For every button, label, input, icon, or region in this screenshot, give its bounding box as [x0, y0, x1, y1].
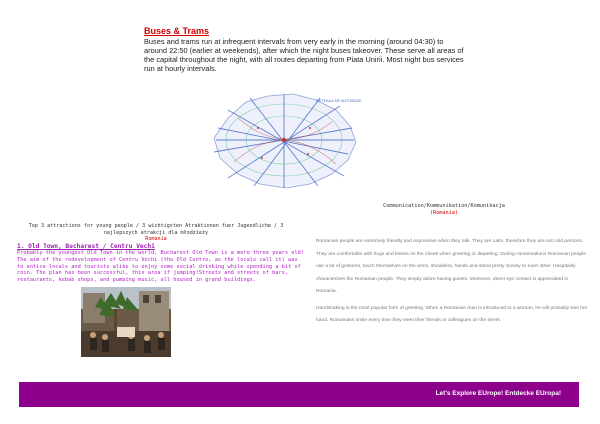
old-town-text: Probably the youngest Old Town in the world, Bucharest Old Town is a mere three years old! The aim of the redevelopment of Centru Vechi (the Old Centre, as the locals call it) was to entice locals and tourists alike to enjoy some social drinking while spending a bit of coin. The plan has been successful, this area if jumping!Streets and streets of bars, restaurants, kebab shops, and pumping music, all housed in grand buildings.: [17, 250, 305, 284]
communication-body: [316, 236, 588, 332]
attractions-country: Romania: [145, 236, 167, 242]
footer-bar: [19, 382, 579, 407]
communication-paragraph-2: Handshaking is the most popular form of greeting. When a Romanian man is introduced to a woman, he will probably kiss her hand. Romanians smile every time they meet their friends or colleagues on the street.: [316, 305, 588, 323]
communication-title: Communication/Kommunikation/Komunikacja: [383, 203, 505, 209]
old-town-title: 1. Old Town, Bucharest / Centru Vechi: [17, 243, 155, 250]
communication-country: (Romania): [429, 210, 459, 216]
bus-network-map: [198, 88, 368, 192]
attractions-heading: Top 3 attractions for young people / 3 wichtigsten Atraktionen fuer Jugendliche / 3 najlepszych atrakcji dla młodzieży: [28, 223, 284, 236]
buses-trams-text: Buses and trams run at infrequent intervals from very early in the morning (around 04:30) to around 22:50 (earlier at weekends), after which the night buses takeover. These serve all areas of the capital throughout the night, with all routes departing from Piata Unirii. Most night bus services run at hourly intervals.: [144, 37, 464, 73]
buses-trams-title: Buses & Trams: [144, 26, 210, 36]
map-legend-text: REȚEAUA DE AUTOBUZE: [316, 99, 362, 103]
communication-paragraph-1: Romanian people are extremely friendly and expressive when they talk. They are Latin, therefore they are not cold persons. They are comfortable with hugs and kisses on the cheek when greeting or departing. During conversations Romanian people use a lot of gestures, touch themselves on the arms, shoulders, hands and stand pretty closely to each other. Hospitality characterizes the Romanian people. They simply adore having guests. Moreover, direct eye contact is appreciated in Romania.: [316, 239, 586, 294]
footer-slogan: Let's Explore EUrope! Entdecke EUropa!: [435, 390, 561, 397]
old-town-photo: [81, 287, 171, 357]
